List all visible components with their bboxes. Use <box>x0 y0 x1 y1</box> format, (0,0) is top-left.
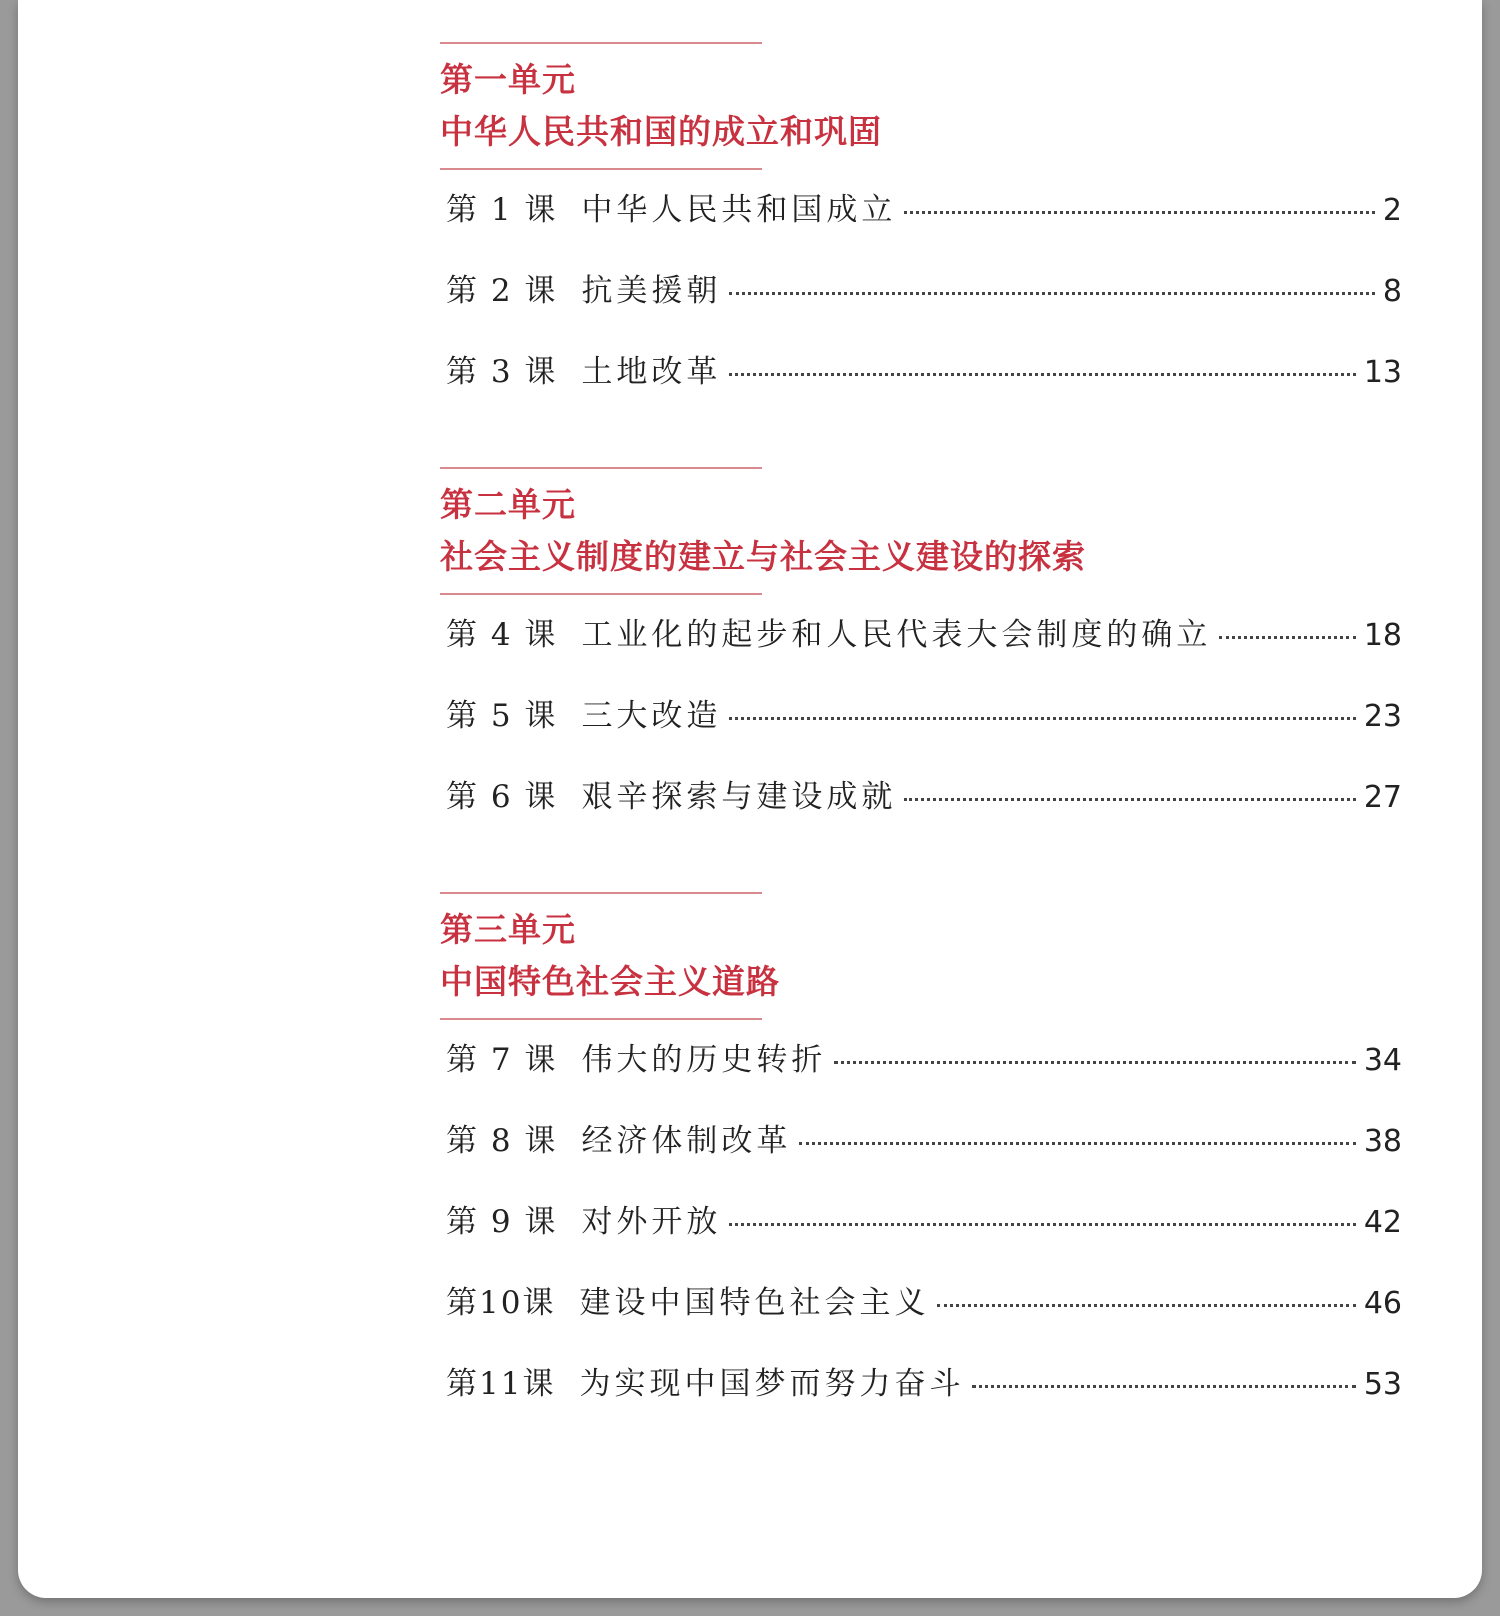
lesson-title: 艰辛探索与建设成就 <box>581 779 897 815</box>
lesson-page-number: 38 <box>1363 1124 1402 1159</box>
dot-leader <box>799 1142 1355 1145</box>
lesson-page-number: 53 <box>1363 1367 1402 1402</box>
lesson-number: 第 4 课 <box>446 617 558 653</box>
dot-leader <box>834 1061 1355 1064</box>
lesson-title: 为实现中国梦而努力奋斗 <box>579 1366 965 1402</box>
lesson-title: 中华人民共和国成立 <box>581 192 897 228</box>
dot-leader <box>729 292 1374 295</box>
lesson-number: 第 1 课 <box>446 192 558 228</box>
lesson-entry[interactable] <box>440 1196 1402 1277</box>
unit-3 <box>440 892 1402 1439</box>
lesson-number: 第 7 课 <box>446 1042 558 1078</box>
lesson-title: 对外开放 <box>581 1204 722 1240</box>
lesson-number: 第 8 课 <box>446 1123 558 1159</box>
lesson-number: 第10课 <box>446 1285 556 1321</box>
lesson-number: 第11课 <box>446 1366 556 1402</box>
dot-leader <box>729 373 1355 376</box>
lesson-entry[interactable] <box>440 1034 1402 1115</box>
lesson-entry[interactable] <box>440 609 1402 690</box>
lesson-entry[interactable] <box>440 1277 1402 1358</box>
lesson-number: 第 5 课 <box>446 698 558 734</box>
unit-number: 第一单元 <box>440 60 576 99</box>
lesson-page-number: 23 <box>1363 699 1402 734</box>
lesson-entry[interactable] <box>440 1358 1402 1439</box>
lesson-entry[interactable] <box>440 1115 1402 1196</box>
table-of-contents <box>440 0 1402 1439</box>
lesson-list <box>440 184 1402 427</box>
lesson-title: 三大改造 <box>581 698 722 734</box>
lesson-page-number: 46 <box>1363 1286 1402 1321</box>
unit-1 <box>440 42 1402 427</box>
dot-leader <box>729 1223 1355 1226</box>
lesson-title: 土地改革 <box>581 354 722 390</box>
dot-leader <box>1219 636 1355 639</box>
lesson-number: 第 2 课 <box>446 273 558 309</box>
lesson-title: 抗美援朝 <box>581 273 722 309</box>
lesson-title: 经济体制改革 <box>581 1123 792 1159</box>
unit-title: 中华人民共和国的成立和巩固 <box>440 112 882 151</box>
lesson-entry[interactable] <box>440 346 1402 427</box>
dot-leader <box>904 798 1355 801</box>
lesson-number: 第 3 课 <box>446 354 558 390</box>
unit-number: 第三单元 <box>440 910 576 949</box>
lesson-page-number: 18 <box>1363 618 1402 653</box>
lesson-page-number: 42 <box>1363 1205 1402 1240</box>
unit-bottom-rule <box>440 593 762 595</box>
unit-title: 社会主义制度的建立与社会主义建设的探索 <box>440 537 1086 576</box>
dot-leader <box>904 211 1374 214</box>
lesson-entry[interactable] <box>440 771 1402 852</box>
dot-leader <box>972 1385 1355 1388</box>
unit-2 <box>440 467 1402 852</box>
lesson-page-number: 8 <box>1382 274 1402 309</box>
lesson-entry[interactable] <box>440 690 1402 771</box>
lesson-list <box>440 1034 1402 1439</box>
lesson-entry[interactable] <box>440 184 1402 265</box>
lesson-number: 第 9 课 <box>446 1204 558 1240</box>
lesson-number: 第 6 课 <box>446 779 558 815</box>
dot-leader <box>729 717 1355 720</box>
lesson-page-number: 27 <box>1363 780 1402 815</box>
unit-title: 中国特色社会主义道路 <box>440 962 780 1001</box>
lesson-page-number: 34 <box>1363 1043 1402 1078</box>
lesson-title: 建设中国特色社会主义 <box>579 1285 930 1321</box>
unit-bottom-rule <box>440 168 762 170</box>
document-page <box>18 0 1482 1598</box>
lesson-title: 伟大的历史转折 <box>581 1042 827 1078</box>
unit-bottom-rule <box>440 1018 762 1020</box>
lesson-entry[interactable] <box>440 265 1402 346</box>
lesson-page-number: 13 <box>1363 355 1402 390</box>
lesson-page-number: 2 <box>1382 193 1402 228</box>
dot-leader <box>937 1304 1355 1307</box>
unit-number: 第二单元 <box>440 485 576 524</box>
lesson-title: 工业化的起步和人民代表大会制度的确立 <box>581 617 1212 653</box>
lesson-list <box>440 609 1402 852</box>
